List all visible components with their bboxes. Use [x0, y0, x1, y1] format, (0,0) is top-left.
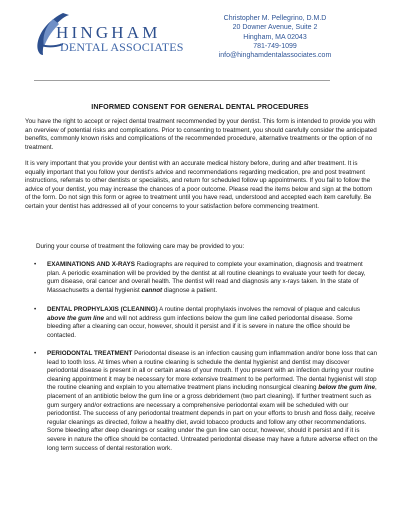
street-address: 20 Downer Avenue, Suite 2: [232, 24, 318, 32]
logo-subtitle: DENTAL ASSOCIATES: [60, 40, 184, 54]
item-text-end: , placement of an antibiotic below the gum line or a gross debridement (two part cleaning). If further treatment such as gum surgery and/or extractions are necessary a comprehensive periodontal exam will be scheduled with our periodontist. The success of any periodontal treatment depends in part on your efforts to brush and floss daily, receive regular cleanings as directed, follow a healthy diet, avoid tobacco products and follow any other recommendations. Some bleeding after deep cleanings or scaling under the gun line can occur, however, should it persist and if it is severe in nature the office should be contacted. Untreated periodontal disease may have a future adverse effect on the long term success of dental restoration work.: [47, 384, 378, 452]
dentist-name: Christopher M. Pellegrino, D.M.D: [223, 15, 327, 22]
contact-block: [200, 14, 350, 60]
item-text: Periodontal disease is an infection causing gum inflammation and/or bone loss that can lead to tooth loss. At times when a routine cleaning is schedule the dental hygienist and dentist may discover periodontal disease is present in all or certain areas of your mouth. If you present with an infection during your routine cleaning appointment it may be necessary for more extensive treatment to be performed. The dental hygienist will stop the routine cleaning and explain to you alternative treatment plans including nonsurgical cleaning: [47, 350, 378, 392]
item-emphasis: cannot: [141, 286, 163, 294]
list-item-periodontal: [34, 350, 378, 453]
bullet-marker: •: [34, 261, 37, 268]
item-text: A routine dental prophylaxis involves the removal of plaque and calculus: [157, 306, 360, 313]
item-heading: EXAMINATIONS AND X-RAYS: [47, 261, 135, 268]
course-of-treatment-intro: During your course of treatment the following care may be provided to you:: [36, 243, 245, 250]
item-text: Radiographs are required to complete your examination, diagnosis and treatment plan. A periodic examination will be provided by the dentist at all routine cleanings to evaluate your teeth for decay, gum disease, oral cancer and overall health. The dentist will read and diagnosis any x-rays taken. In the state of Massachusetts a dental hygienist: [47, 261, 366, 294]
item-emphasis: below the gum line: [318, 384, 375, 392]
item-text-end: and will not address gum infections below the gum line called periodontal disease. Some bleeding after a cleaning can occur, however, should it persist and if it is severe in nature the office should be contacted.: [47, 314, 353, 339]
item-emphasis: above the gum line: [47, 314, 105, 322]
header-divider: [34, 80, 330, 81]
city-state-zip: Hingham, MA 02043: [243, 33, 307, 41]
email-address: info@hinghamdentalassociates.com: [218, 52, 332, 60]
list-item-prophylaxis: [34, 306, 378, 340]
bullet-marker: •: [34, 306, 37, 313]
item-heading: PERIODONTAL TREATMENT: [47, 350, 133, 357]
item-heading: DENTAL PROPHYLAXIS (CLEANING): [47, 306, 158, 313]
item-text-end: diagnose a patient.: [162, 286, 218, 294]
logo-name: HINGHAM: [56, 23, 161, 42]
bullet-marker: •: [34, 350, 37, 357]
practice-logo: [33, 11, 184, 59]
list-item-examinations: [34, 261, 378, 295]
phone-number: 781-749-1099: [253, 42, 297, 50]
document-title: INFORMED CONSENT FOR GENERAL DENTAL PROCEDURES: [91, 102, 309, 111]
intro-paragraph: You have the right to accept or reject dental treatment recommended by your dentist. This form is intended to provide you with an overview of potential risks and complications. Prior to consenting to treatment, you should carefully consider the anticipated benefits, commonly known risks and complications of the recommended procedure, alternative treatments or the option of no treatment.: [25, 118, 377, 151]
medical-history-paragraph: It is very important that you provide your dentist with an accurate medical history before, during and after treatment. It is equally important that you follow your dentist's advice and recommendations regarding medication, pre and post treatment instructions, referrals to other dentists or specialists, and return for scheduled follow up appointments. If you fail to follow the advice of your dentist, you may increase the chances of a poor outcome. Please read the items below and sign at the bottom of the form. Do not sign this form or agree to treatment until you have read, understood and accepted each item carefully. Be certain your dentist has addressed all of your concerns to your satisfaction before commencing treatment.: [25, 160, 373, 210]
